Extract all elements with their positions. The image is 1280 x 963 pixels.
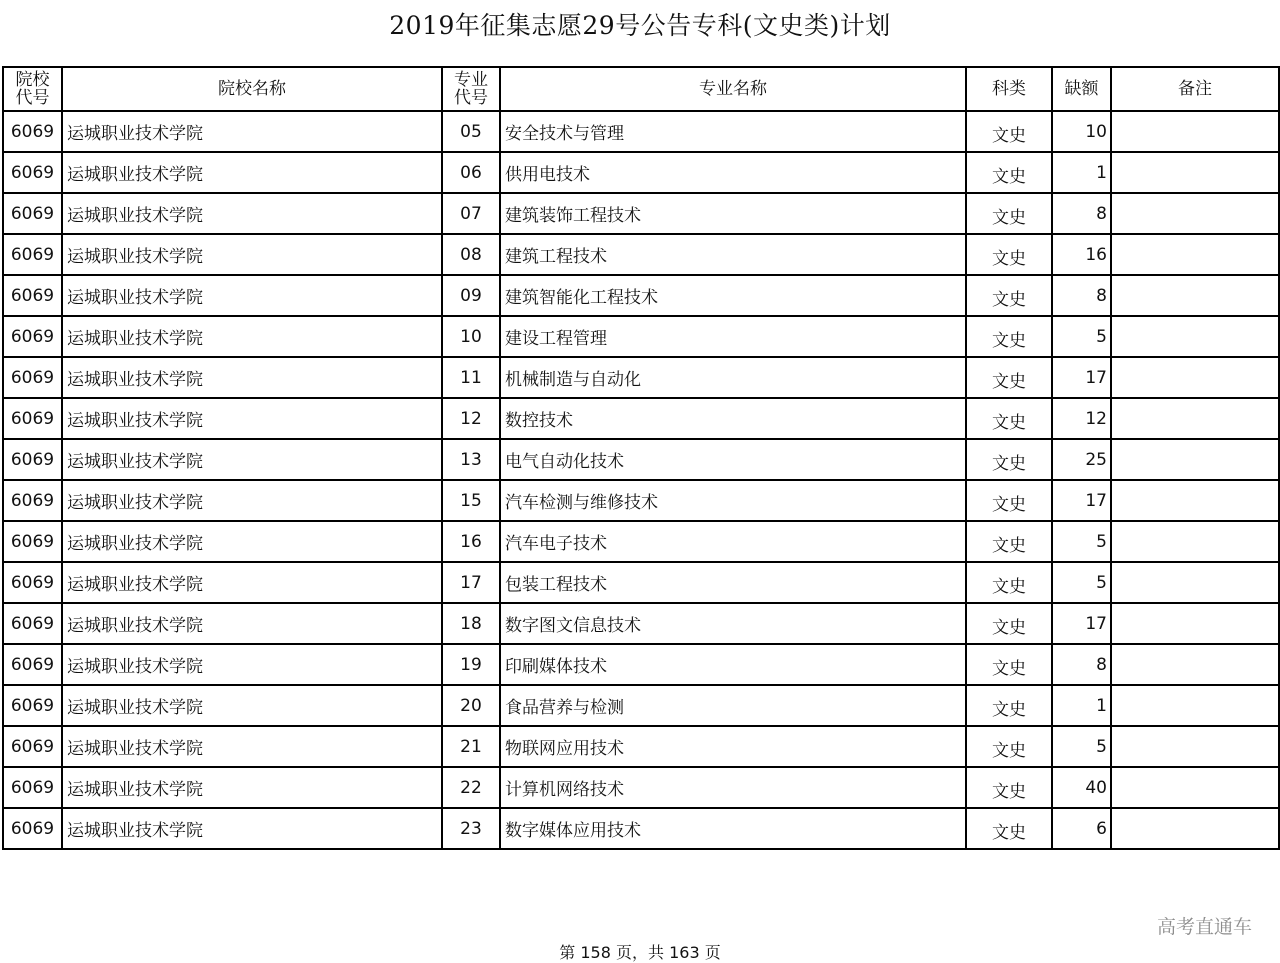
page-title: 2019年征集志愿29号公告专科(文史类)计划 [389, 11, 891, 40]
cell-major-code: 15 [442, 480, 500, 521]
cell-school-name: 运城职业技术学院 [62, 439, 442, 480]
header-quota: 缺额 [1052, 67, 1111, 111]
cell-school-name: 运城职业技术学院 [62, 603, 442, 644]
cell-major-name: 食品营养与检测 [500, 685, 966, 726]
table-row [3, 726, 1279, 767]
cell-remarks [1111, 562, 1279, 603]
cell-major-name: 供用电技术 [500, 152, 966, 193]
header-major-code: 专业代号 [442, 67, 500, 111]
cell-major-code: 13 [442, 439, 500, 480]
cell-major-name: 安全技术与管理 [500, 111, 966, 152]
header-school-name: 院校名称 [62, 67, 442, 111]
cell-major-name: 数字媒体应用技术 [500, 808, 966, 849]
cell-school-code: 6069 [3, 808, 62, 849]
cell-quota: 10 [1052, 111, 1111, 152]
cell-remarks [1111, 316, 1279, 357]
cell-category: 文史 [966, 357, 1052, 398]
cell-remarks [1111, 357, 1279, 398]
cell-quota: 5 [1052, 726, 1111, 767]
cell-school-code: 6069 [3, 603, 62, 644]
cell-school-name: 运城职业技术学院 [62, 480, 442, 521]
cell-quota: 17 [1052, 480, 1111, 521]
cell-quota: 16 [1052, 234, 1111, 275]
cell-category: 文史 [966, 152, 1052, 193]
table-row [3, 234, 1279, 275]
cell-remarks [1111, 726, 1279, 767]
cell-school-name: 运城职业技术学院 [62, 685, 442, 726]
table-row [3, 521, 1279, 562]
cell-school-name: 运城职业技术学院 [62, 316, 442, 357]
header-school-code: 院校代号 [3, 67, 62, 111]
cell-major-code: 06 [442, 152, 500, 193]
cell-category: 文史 [966, 193, 1052, 234]
cell-school-name: 运城职业技术学院 [62, 398, 442, 439]
cell-school-code: 6069 [3, 521, 62, 562]
cell-major-name: 建筑工程技术 [500, 234, 966, 275]
watermark: 高考直通车 [1156, 916, 1252, 938]
cell-major-name: 电气自动化技术 [500, 439, 966, 480]
cell-quota: 6 [1052, 808, 1111, 849]
cell-major-name: 汽车电子技术 [500, 521, 966, 562]
table-row [3, 767, 1279, 808]
cell-major-name: 机械制造与自动化 [500, 357, 966, 398]
header-remarks: 备注 [1111, 67, 1279, 111]
cell-school-name: 运城职业技术学院 [62, 562, 442, 603]
cell-quota: 8 [1052, 193, 1111, 234]
cell-major-name: 建设工程管理 [500, 316, 966, 357]
cell-major-code: 22 [442, 767, 500, 808]
table-row [3, 808, 1279, 849]
table-row [3, 685, 1279, 726]
table-body [3, 111, 1279, 849]
cell-school-name: 运城职业技术学院 [62, 193, 442, 234]
cell-major-code: 16 [442, 521, 500, 562]
cell-quota: 8 [1052, 644, 1111, 685]
cell-school-name: 运城职业技术学院 [62, 275, 442, 316]
cell-remarks [1111, 644, 1279, 685]
cell-category: 文史 [966, 603, 1052, 644]
page-footer: 第 158 页，共 163 页 [559, 943, 721, 962]
table-row [3, 275, 1279, 316]
table-row [3, 439, 1279, 480]
cell-quota: 17 [1052, 357, 1111, 398]
cell-category: 文史 [966, 234, 1052, 275]
cell-school-name: 运城职业技术学院 [62, 111, 442, 152]
cell-quota: 5 [1052, 521, 1111, 562]
cell-school-name: 运城职业技术学院 [62, 808, 442, 849]
cell-major-code: 11 [442, 357, 500, 398]
cell-school-name: 运城职业技术学院 [62, 767, 442, 808]
cell-major-code: 12 [442, 398, 500, 439]
header-category: 科类 [966, 67, 1052, 111]
cell-school-name: 运城职业技术学院 [62, 726, 442, 767]
cell-school-name: 运城职业技术学院 [62, 152, 442, 193]
cell-remarks [1111, 193, 1279, 234]
cell-school-code: 6069 [3, 193, 62, 234]
cell-category: 文史 [966, 275, 1052, 316]
table-row [3, 193, 1279, 234]
cell-school-code: 6069 [3, 726, 62, 767]
cell-major-name: 汽车检测与维修技术 [500, 480, 966, 521]
cell-category: 文史 [966, 562, 1052, 603]
cell-remarks [1111, 398, 1279, 439]
cell-school-code: 6069 [3, 480, 62, 521]
cell-major-name: 包装工程技术 [500, 562, 966, 603]
cell-remarks [1111, 152, 1279, 193]
table-row [3, 152, 1279, 193]
cell-major-code: 05 [442, 111, 500, 152]
cell-remarks [1111, 685, 1279, 726]
cell-major-code: 07 [442, 193, 500, 234]
table-row [3, 357, 1279, 398]
cell-school-code: 6069 [3, 357, 62, 398]
cell-remarks [1111, 111, 1279, 152]
cell-major-code: 19 [442, 644, 500, 685]
table-header-row [3, 67, 1279, 111]
cell-category: 文史 [966, 439, 1052, 480]
cell-school-code: 6069 [3, 685, 62, 726]
cell-school-code: 6069 [3, 562, 62, 603]
cell-major-name: 数控技术 [500, 398, 966, 439]
cell-remarks [1111, 275, 1279, 316]
cell-quota: 1 [1052, 152, 1111, 193]
table-row [3, 111, 1279, 152]
cell-category: 文史 [966, 480, 1052, 521]
cell-remarks [1111, 808, 1279, 849]
cell-category: 文史 [966, 398, 1052, 439]
cell-major-code: 23 [442, 808, 500, 849]
cell-major-code: 17 [442, 562, 500, 603]
cell-major-name: 计算机网络技术 [500, 767, 966, 808]
cell-school-code: 6069 [3, 398, 62, 439]
cell-school-code: 6069 [3, 644, 62, 685]
cell-major-name: 物联网应用技术 [500, 726, 966, 767]
header-major-name: 专业名称 [500, 67, 966, 111]
table-row [3, 480, 1279, 521]
cell-major-name: 数字图文信息技术 [500, 603, 966, 644]
cell-major-name: 建筑装饰工程技术 [500, 193, 966, 234]
cell-quota: 1 [1052, 685, 1111, 726]
table-row [3, 644, 1279, 685]
cell-major-code: 09 [442, 275, 500, 316]
cell-school-code: 6069 [3, 152, 62, 193]
cell-category: 文史 [966, 316, 1052, 357]
table-row [3, 316, 1279, 357]
cell-category: 文史 [966, 726, 1052, 767]
cell-remarks [1111, 521, 1279, 562]
cell-major-name: 印刷媒体技术 [500, 644, 966, 685]
cell-major-name: 建筑智能化工程技术 [500, 275, 966, 316]
cell-remarks [1111, 603, 1279, 644]
cell-category: 文史 [966, 685, 1052, 726]
cell-remarks [1111, 439, 1279, 480]
cell-remarks [1111, 767, 1279, 808]
cell-category: 文史 [966, 521, 1052, 562]
cell-major-code: 21 [442, 726, 500, 767]
cell-school-code: 6069 [3, 316, 62, 357]
cell-quota: 40 [1052, 767, 1111, 808]
cell-school-code: 6069 [3, 111, 62, 152]
cell-major-code: 18 [442, 603, 500, 644]
cell-remarks [1111, 480, 1279, 521]
cell-school-code: 6069 [3, 275, 62, 316]
cell-major-code: 20 [442, 685, 500, 726]
cell-category: 文史 [966, 111, 1052, 152]
cell-school-name: 运城职业技术学院 [62, 357, 442, 398]
cell-school-code: 6069 [3, 234, 62, 275]
cell-quota: 5 [1052, 316, 1111, 357]
cell-category: 文史 [966, 644, 1052, 685]
cell-quota: 5 [1052, 562, 1111, 603]
table-row [3, 603, 1279, 644]
cell-school-name: 运城职业技术学院 [62, 644, 442, 685]
cell-school-name: 运城职业技术学院 [62, 521, 442, 562]
cell-category: 文史 [966, 808, 1052, 849]
cell-major-code: 08 [442, 234, 500, 275]
cell-quota: 12 [1052, 398, 1111, 439]
cell-quota: 25 [1052, 439, 1111, 480]
cell-school-name: 运城职业技术学院 [62, 234, 442, 275]
plan-table [2, 66, 1280, 850]
cell-quota: 8 [1052, 275, 1111, 316]
cell-school-code: 6069 [3, 767, 62, 808]
cell-quota: 17 [1052, 603, 1111, 644]
cell-category: 文史 [966, 767, 1052, 808]
cell-school-code: 6069 [3, 439, 62, 480]
table-row [3, 562, 1279, 603]
table-row [3, 398, 1279, 439]
cell-major-code: 10 [442, 316, 500, 357]
cell-remarks [1111, 234, 1279, 275]
